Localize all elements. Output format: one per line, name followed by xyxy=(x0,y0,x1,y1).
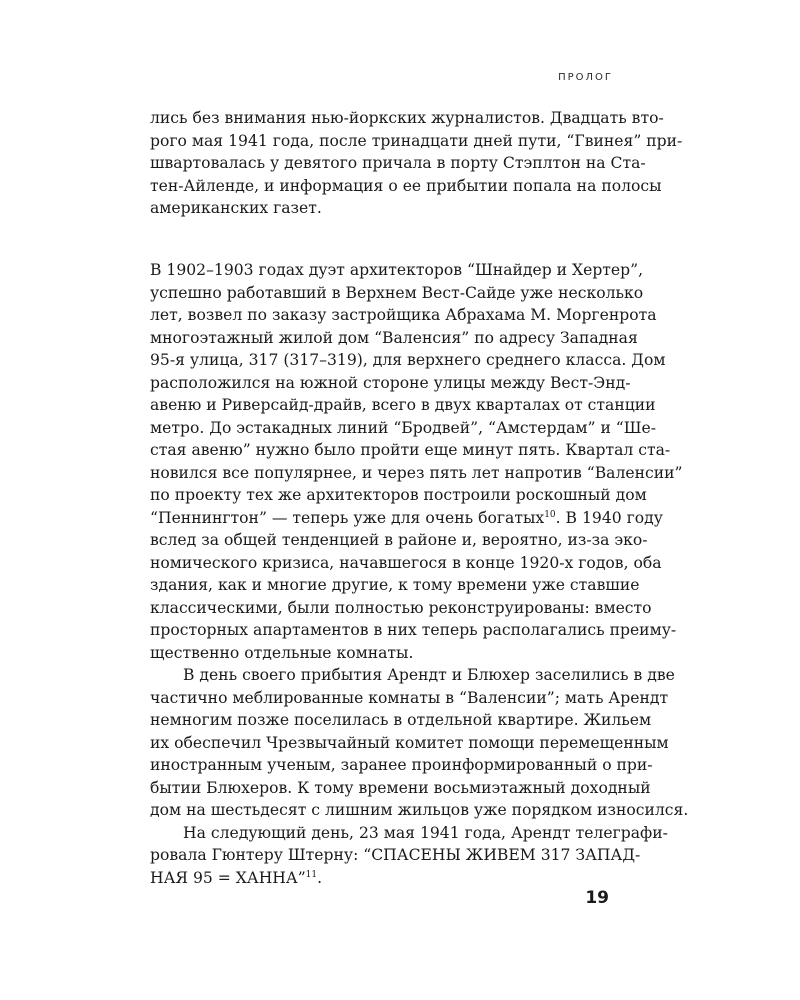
text-line: вслед за общей тенденцией в районе и, вероятно, из-за эко- xyxy=(150,531,648,549)
text-line: метро. До эстакадных линий “Бродвей”, “Амстердам” и “Ше- xyxy=(150,418,657,437)
text-line: ровала Гюнтеру Штерну: “СПАСЕНЫ ЖИВЕМ 317 ЗАПАД- xyxy=(150,846,641,864)
text-line: их обеспечил Чрезвычайный комитет помощи перемещенным xyxy=(150,733,669,752)
text-line: тен-Айленде, и информация о ее прибытии попала на полосы xyxy=(150,176,662,195)
paragraph-continuation xyxy=(150,107,683,220)
text-line: стая авеню” нужно было пройти еще минут пять. Квартал ста- xyxy=(150,441,671,459)
text-line: по проекту тех же архитекторов построили роскошный дом xyxy=(150,486,647,504)
running-head: ПРОЛОГ xyxy=(558,72,613,83)
section-body xyxy=(150,259,689,889)
text-line-with-footnote xyxy=(150,867,612,890)
text-line: бытии Блюхеров. К тому времени восьмиэтажный доходный xyxy=(150,778,651,797)
text-line: лись без внимания нью-йоркских журналистов. Двадцать вто- xyxy=(150,109,664,127)
text-line: швартовалась у девятого причала в порту Стэплтон на Ста- xyxy=(150,154,646,172)
text-line: В 1902–1903 годах дуэт архитекторов “Шнайдер и Хертер”, xyxy=(150,261,644,279)
line-text-tail: . В 1940 году xyxy=(555,508,663,527)
text-line: лет, возвел по заказу застройщика Абрахама М. Моргенрота xyxy=(150,306,657,324)
text-line: немногим позже поселилась в отдельной квартире. Жильем xyxy=(150,711,652,729)
line-text: НАЯ 95 = ХАННА” xyxy=(150,868,306,887)
text-line: просторных апартаментов в них теперь располагались преиму- xyxy=(150,621,677,639)
text-line: американских газет. xyxy=(150,199,322,217)
page-number: 19 xyxy=(585,888,609,908)
text-line: здания, как и многие другие, к тому времени уже ставшие xyxy=(150,576,640,594)
text-line: иностранным ученым, заранее проинформированный о при- xyxy=(150,756,653,774)
text-line: В день своего прибытия Арендт и Блюхер заселились в две xyxy=(183,666,675,684)
line-text-tail: . xyxy=(317,868,323,887)
text-line: расположился на южной стороне улицы между Вест-Энд- xyxy=(150,373,631,392)
text-line: успешно работавший в Верхнем Вест-Сайде уже несколько xyxy=(150,283,644,302)
text-line: На следующий день, 23 мая 1941 года, Арендт телеграфи- xyxy=(183,823,668,842)
text-line: номического кризиса, начавшегося в конце 1920-х годов, оба xyxy=(150,553,662,572)
text-line: новился все популярнее, и через пять лет напротив “Валенсии” xyxy=(150,463,683,482)
line-text: “Пеннингтон” — теперь уже для очень богатых xyxy=(150,508,545,527)
text-line-with-footnote xyxy=(150,507,663,530)
text-line: многоэтажный жилой дом “Валенсия” по адресу Западная xyxy=(150,328,638,347)
text-line: рого мая 1941 года, после тринадцати дней пути, “Гвинея” при- xyxy=(150,131,683,150)
footnote-ref-10[interactable]: 10 xyxy=(544,509,556,520)
text-line: классическими, были полностью реконструированы: вместо xyxy=(150,598,652,617)
text-line: частично меблированные комнаты в “Валенсии”; мать Арендт xyxy=(150,688,669,707)
text-line: 95-я улица, 317 (317–319), для верхнего среднего класса. Дом xyxy=(150,351,666,369)
footnote-ref-11[interactable]: 11 xyxy=(305,869,318,880)
text-line: дом на шестьдесят с лишним жильцов уже порядком износился. xyxy=(150,801,689,819)
text-line: щественно отдельные комнаты. xyxy=(150,643,414,662)
text-line: авеню и Риверсайд-драйв, всего в двух кварталах от станции xyxy=(150,396,656,414)
